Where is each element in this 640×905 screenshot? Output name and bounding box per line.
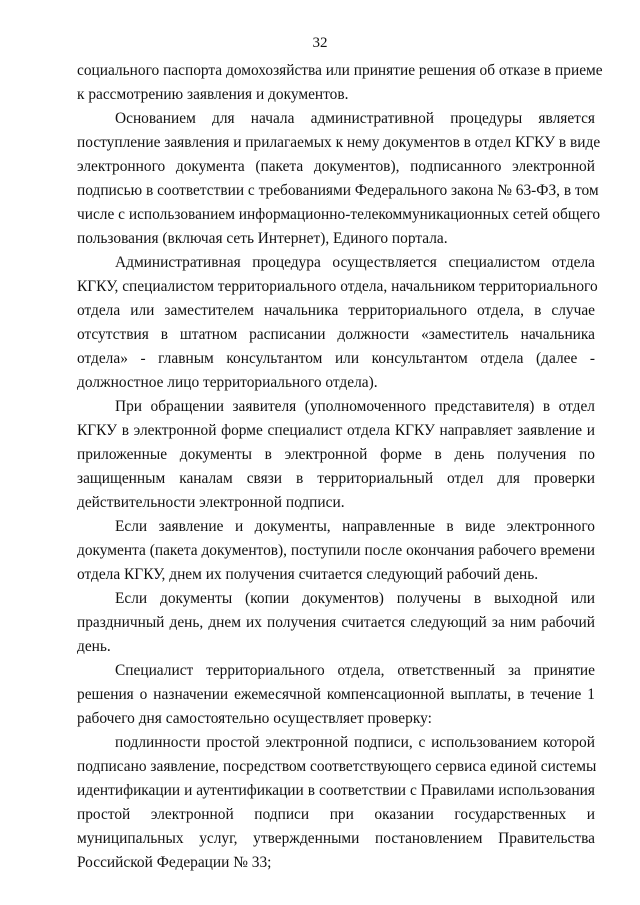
text-line: рабочего дня самостоятельно осуществляет проверку: [77,710,432,727]
text-line: Российской Федерации № 33; [77,854,272,871]
text-line: идентификации и аутентификации в соответствии с Правилами использования [77,782,595,799]
text-line: приложенные документы в электронной форме в день получения по [77,446,595,463]
text-line: КГКУ, специалистом территориального отдела, начальником территориального [77,278,598,295]
paragraph [77,107,601,251]
text-line: праздничный день, днем их получения считается следующий за ним рабочий [77,614,595,631]
text-line: поступление заявления и прилагаемых к нему документов в отдел КГКУ в виде [77,134,601,151]
text-line: Специалист территориального отдела, ответственный за принятие [115,662,595,679]
text-line: Основанием для начала административной процедуры является [115,110,595,127]
text-line: подписью в соответствии с требованиями Федерального закона № 63-ФЗ, в том [77,182,599,199]
text-line: действительности электронной подписи. [77,494,345,511]
page-number: 32 [312,35,328,51]
paragraph [77,515,595,587]
text-line: защищенным каналам связи в территориальный отдел для проверки [77,470,595,487]
text-line: простой электронной подписи при оказании государственных и [77,806,595,823]
text-line: Если заявление и документы, направленные в виде электронного [115,518,595,535]
text-line: муниципальных услуг, утвержденными постановлением Правительства [77,830,595,847]
text-line: отдела или заместителем начальника территориального отдела, в случае [77,302,595,319]
paragraph [77,395,595,515]
text-line: документа (пакета документов), поступили после окончания рабочего времени [77,542,595,559]
text-line: КГКУ в электронной форме специалист отдела КГКУ направляет заявление и [77,422,595,439]
text-line: отдела» - главным консультантом или консультантом отдела (далее - [77,350,595,367]
paragraph [77,731,595,875]
text-line: Если документы (копии документов) получены в выходной или [115,590,595,607]
text-line: При обращении заявителя (уполномоченного представителя) в отдел [115,398,595,415]
paragraph [77,59,603,107]
text-line: пользования (включая сеть Интернет), Единого портала. [77,230,448,247]
text-line: подлинности простой электронной подписи, с использованием которой [115,734,595,751]
text-line: подписано заявление, посредством соответствующего сервиса единой системы [77,758,597,775]
text-line: Административная процедура осуществляется специалистом отдела [115,254,595,271]
text-line: социального паспорта домохозяйства или принятие решения об отказе в приеме [77,62,603,79]
text-line: числе с использованием информационно-телекоммуникационных сетей общего [77,206,601,223]
text-line: электронного документа (пакета документов), подписанного электронной [77,158,595,175]
text-line: должностное лицо территориального отдела). [77,374,378,391]
text-line: отсутствия в штатном расписании должности «заместитель начальника [77,326,595,343]
paragraph [77,251,598,395]
text-line: день. [77,638,111,655]
text-line: решения о назначении ежемесячной компенсационной выплаты, в течение 1 [77,686,595,703]
paragraph [77,659,595,731]
text-line: к рассмотрению заявления и документов. [77,86,349,103]
text-line: отдела КГКУ, днем их получения считается следующий рабочий день. [77,566,539,583]
document-body [77,59,603,875]
paragraph [77,587,595,659]
